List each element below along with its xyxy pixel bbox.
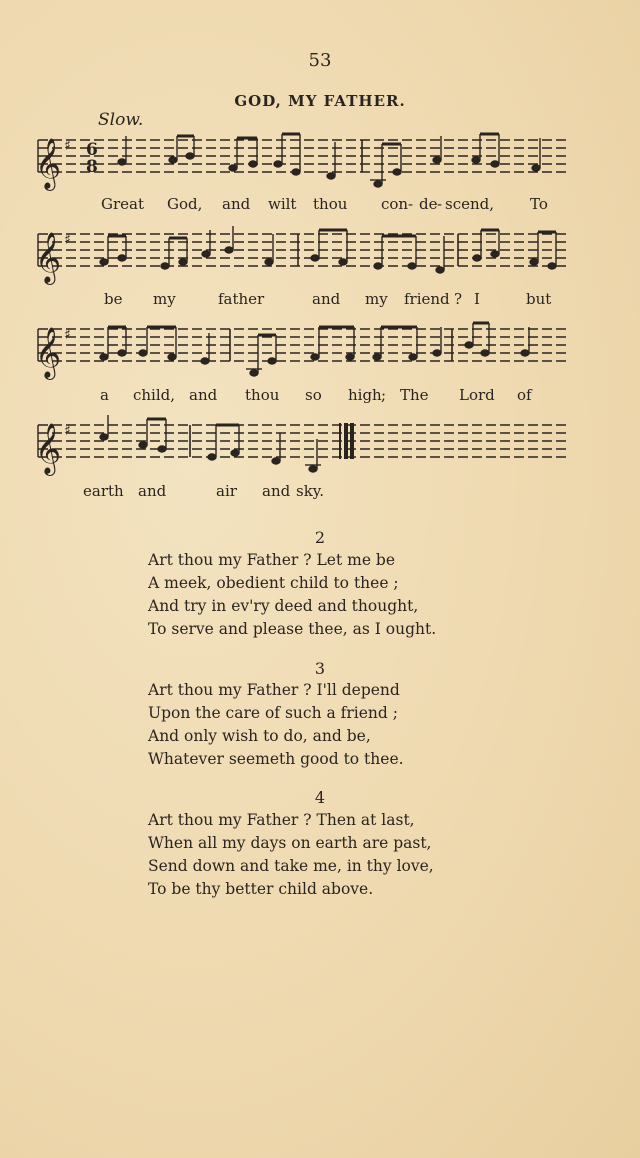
lyric-syllable: scend, — [445, 195, 495, 213]
sharp-icon: ♯ — [64, 423, 71, 439]
time-signature-top: 6 — [86, 140, 98, 160]
lyric-syllable: To — [530, 195, 548, 213]
verse-line: Art thou my Father ? Then at last, — [148, 811, 415, 829]
lyric-syllable: Lord — [459, 386, 495, 404]
verse-line: Whatever seemeth good to thee. — [148, 750, 404, 768]
lyric-syllable: earth — [83, 482, 124, 500]
lyric-syllable: I — [474, 290, 480, 308]
treble-clef-icon: 𝄞 — [35, 423, 62, 474]
verse-line: Art thou my Father ? I'll depend — [148, 681, 400, 699]
lyric-syllable: and — [138, 482, 167, 500]
lyric-syllable: - — [408, 195, 414, 213]
lyric-syllable: my — [153, 290, 176, 308]
lyric-syllable: father — [218, 290, 265, 308]
lyric-syllable: and — [222, 195, 251, 213]
music-staff-system-3 — [0, 317, 640, 387]
verse-2 — [148, 549, 568, 641]
verse-3 — [148, 679, 568, 771]
lyric-syllable: thou — [245, 386, 280, 404]
verse-line: To serve and please thee, as I ought. — [148, 620, 437, 638]
verse-number: 3 — [314, 659, 326, 678]
lyric-syllable: child, — [133, 386, 176, 404]
notes — [118, 134, 540, 187]
lyric-syllable: high — [348, 386, 382, 404]
verse-line: Upon the care of such a friend ; — [148, 704, 398, 722]
verse-line: To be thy better child above. — [148, 880, 374, 898]
song-title: GOD, MY FATHER. — [234, 92, 406, 110]
verse-number: 2 — [314, 528, 326, 547]
lyric-syllable: wilt — [268, 195, 297, 213]
lyric-syllable: of — [517, 386, 532, 404]
lyric-syllable: and — [312, 290, 341, 308]
lyric-syllable: con — [381, 195, 409, 213]
treble-clef-icon: 𝄞 — [35, 138, 62, 189]
music-staff-system-1 — [0, 128, 640, 198]
music-staff-system-2 — [0, 222, 640, 292]
verse-line: A meek, obedient child to thee ; — [148, 574, 399, 592]
verse-line: And try in ev'ry deed and thought, — [148, 597, 419, 615]
verse-4 — [148, 809, 568, 901]
lyric-syllable: ? — [454, 290, 463, 308]
lyric-syllable: so — [305, 386, 322, 404]
treble-clef-icon: 𝄞 — [35, 327, 62, 378]
lyric-syllable: sky. — [296, 482, 325, 500]
lyric-syllable: de — [419, 195, 438, 213]
notes — [100, 415, 352, 472]
verse-number: 4 — [314, 788, 326, 807]
lyric-syllable: my — [365, 290, 388, 308]
music-staff-system-4 — [0, 413, 640, 483]
lyric-syllable: The — [400, 386, 429, 404]
lyric-syllable: ; — [381, 386, 387, 404]
tempo-marking: Slow. — [98, 110, 144, 130]
verse-line: When all my days on earth are past, — [148, 834, 432, 852]
lyric-syllable: friend — [404, 290, 450, 308]
staff-lines — [38, 234, 568, 266]
lyric-syllable: God, — [167, 195, 203, 213]
lyric-syllable: thou — [313, 195, 348, 213]
lyric-syllable: Great — [101, 195, 145, 213]
verse-line: Send down and take me, in thy love, — [148, 857, 434, 875]
lyric-syllable: and — [189, 386, 218, 404]
sharp-icon: ♯ — [64, 232, 71, 248]
lyric-syllable: - — [437, 195, 443, 213]
verse-line: Art thou my Father ? Let me be — [148, 551, 396, 569]
time-signature-bottom: 8 — [86, 157, 98, 177]
lyric-syllable: and — [262, 482, 291, 500]
lyric-syllable: be — [104, 290, 123, 308]
sharp-icon: ♯ — [64, 327, 71, 343]
sharp-icon: ♯ — [64, 138, 71, 154]
page-number: 53 — [308, 50, 332, 71]
staff-lines — [38, 140, 568, 172]
treble-clef-icon: 𝄞 — [35, 232, 62, 283]
notes — [100, 323, 529, 376]
time-signature — [86, 140, 98, 177]
verse-line: And only wish to do, and be, — [148, 727, 371, 745]
lyric-syllable: air — [216, 482, 237, 500]
lyric-syllable: a — [100, 386, 109, 404]
staff-lines — [38, 425, 568, 457]
lyric-syllable: but — [526, 290, 552, 308]
